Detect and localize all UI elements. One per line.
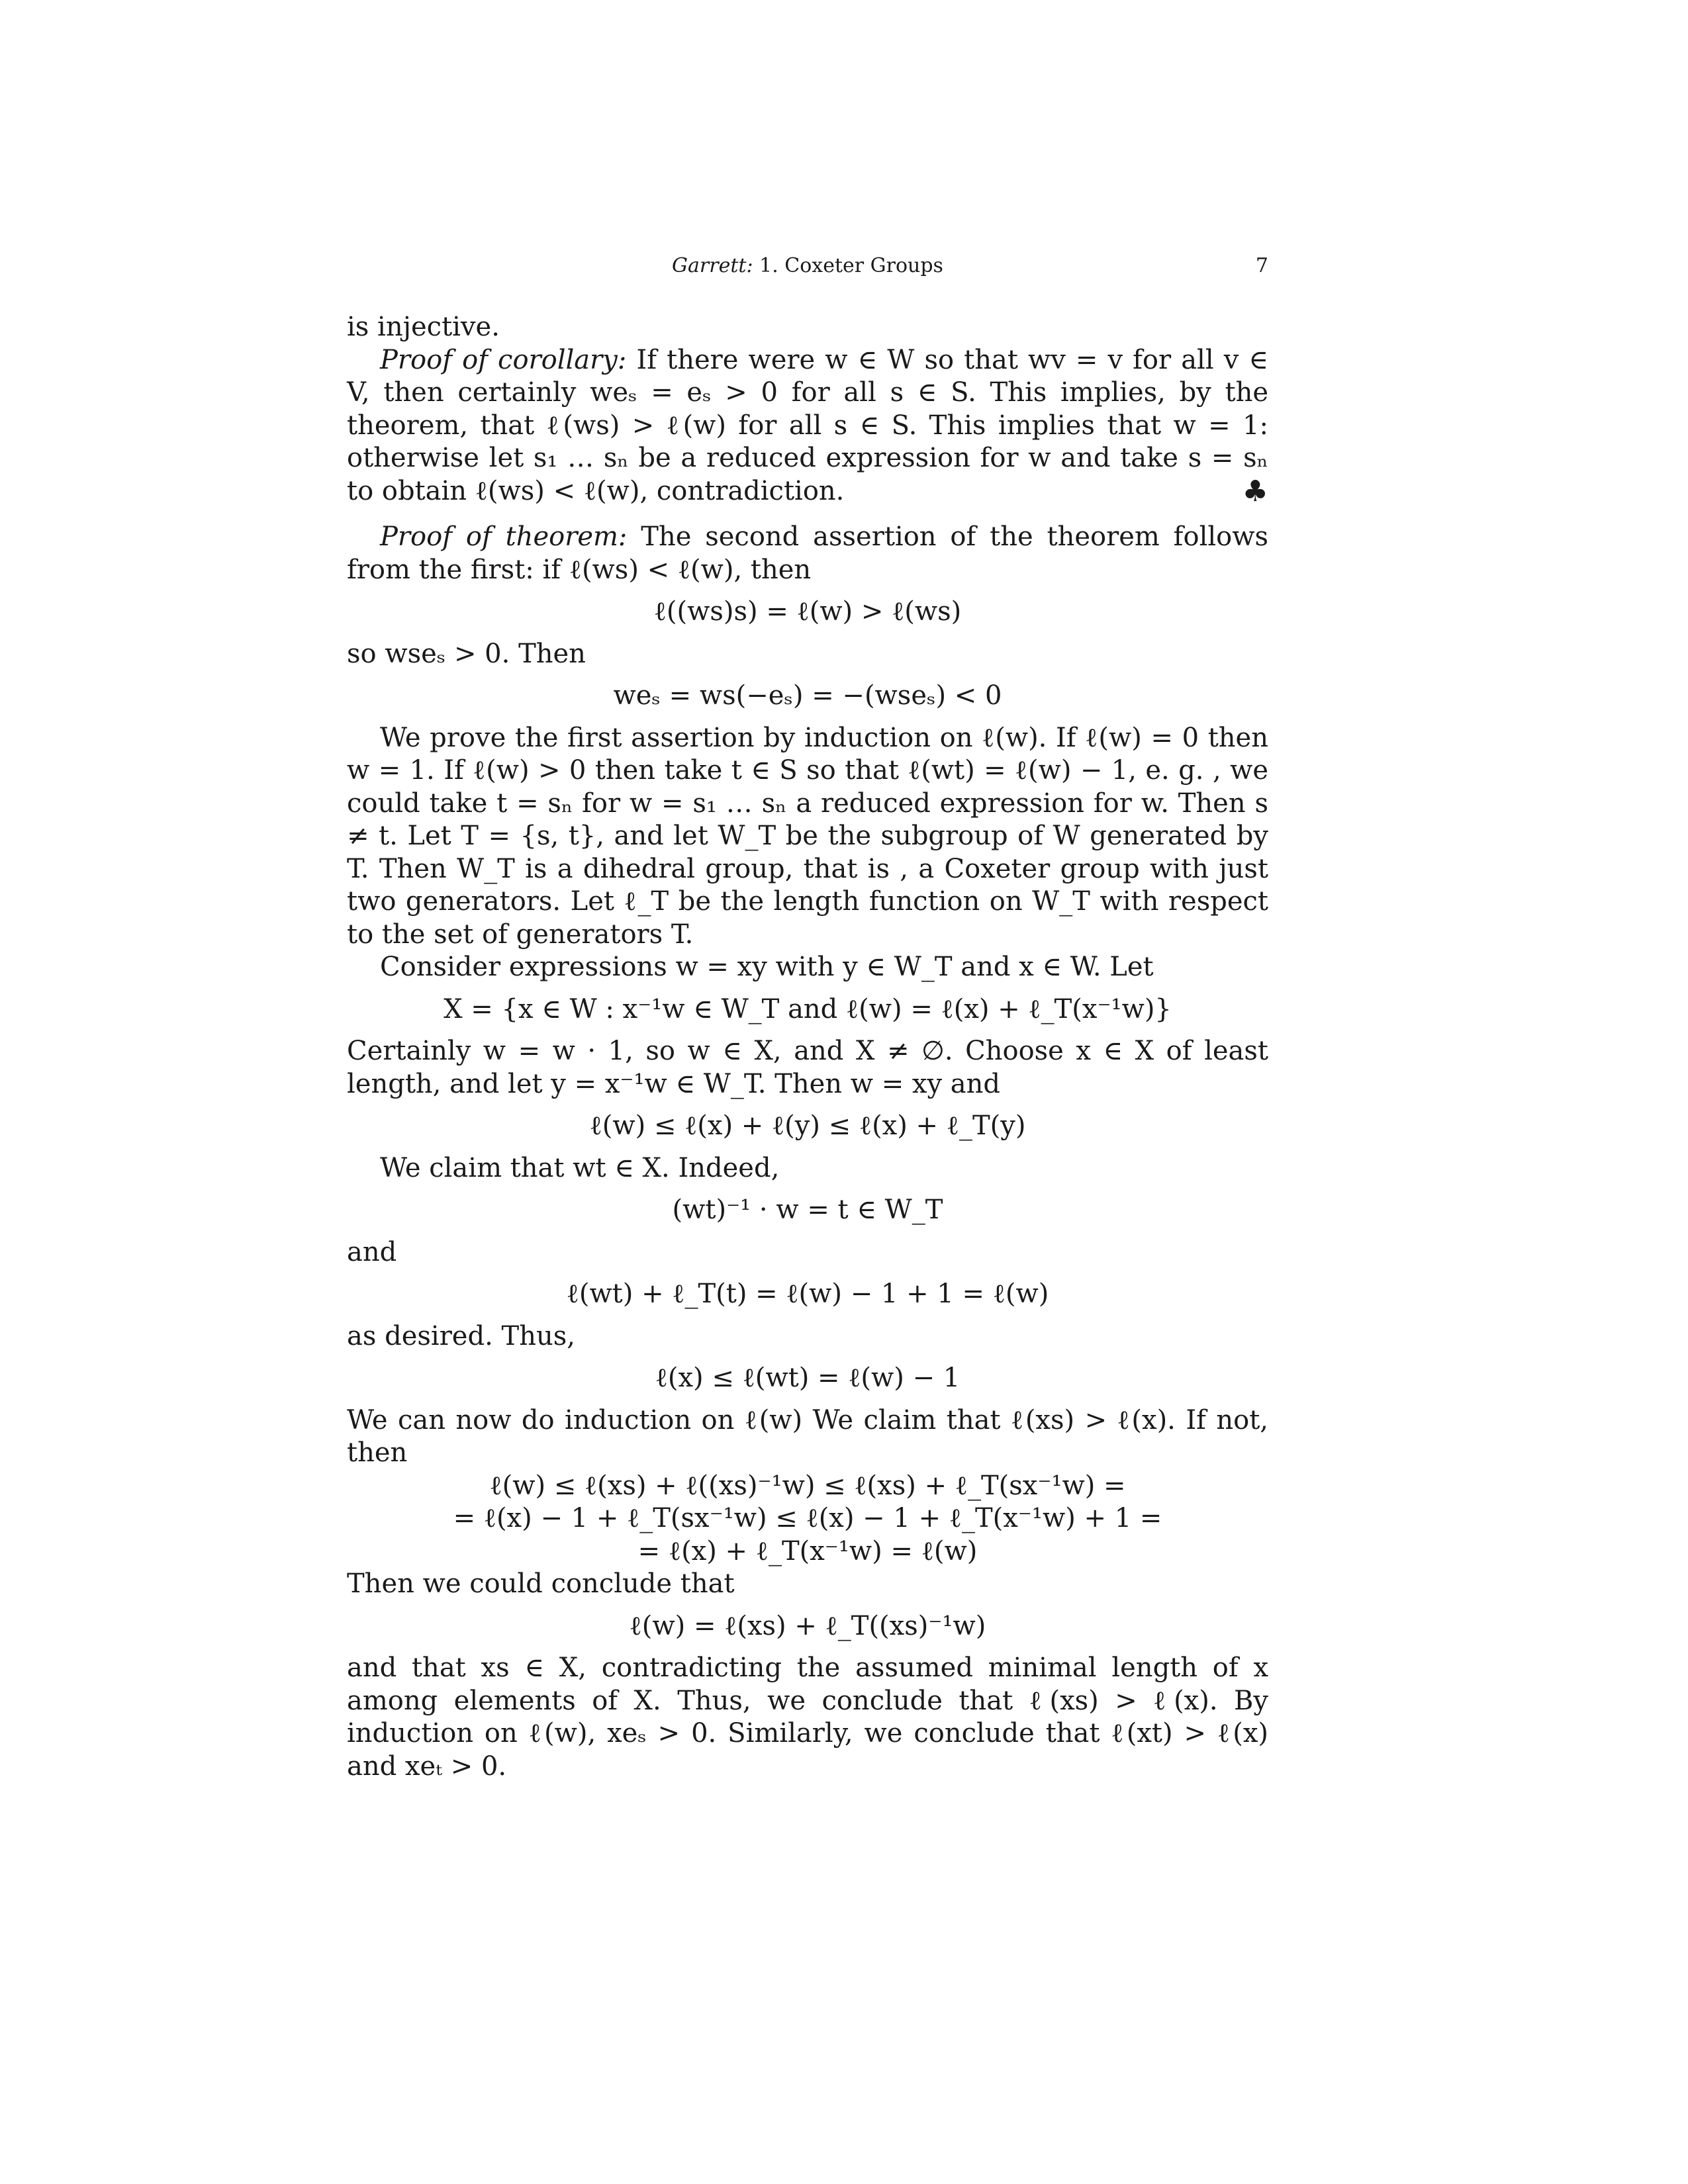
- page-number: 7: [1255, 254, 1268, 277]
- equation: ℓ(w) ≤ ℓ(x) + ℓ(y) ≤ ℓ(x) + ℓ_T(y): [589, 1111, 1026, 1141]
- header-title: 1. Coxeter Groups: [759, 254, 943, 277]
- paragraph: Consider expressions w = xy with y ∈ W_T and x ∈ W. Let: [380, 952, 1154, 982]
- paragraph: and that xs ∈ X, contradicting the assumed minimal length of x among elements of X. Thus, we conclude that ℓ(xs) > ℓ(x). By induction on ℓ(w), xeₛ > 0. Similarly, we conclude that ℓ(xt) > ℓ(x) and xeₜ > 0.: [347, 1653, 1268, 1782]
- equation: ℓ(x) ≤ ℓ(wt) = ℓ(w) − 1: [655, 1363, 961, 1393]
- paragraph: is injective.: [347, 312, 500, 342]
- paragraph-lead: Proof of theorem:: [380, 522, 628, 552]
- paragraph: We can now do induction on ℓ(w) We claim that ℓ(xs) > ℓ(x). If not, then: [347, 1404, 1269, 1468]
- equation-line: ℓ(w) ≤ ℓ(xs) + ℓ((xs)⁻¹w) ≤ ℓ(xs) + ℓ_T(sx⁻¹w) =: [489, 1470, 1126, 1501]
- page-header: [347, 249, 1268, 286]
- paragraph-lead: Proof of corollary:: [380, 344, 627, 375]
- document-body: [347, 311, 1268, 1783]
- paragraph-text: If there were w ∈ W so that wv = v for all v ∈ V, then certainly weₛ = eₛ > 0 for all s ∈ S. This implies, by the theorem, that ℓ(ws) > ℓ(w) for all s ∈ S. This implies that w = 1: otherwise let s₁ … sₙ be a reduced expression for w and take s = sₙ to obtain ℓ(ws) < ℓ(w), contradiction.: [347, 344, 1268, 506]
- equation: X = {x ∈ W : x⁻¹w ∈ W_T and ℓ(w) = ℓ(x) + ℓ_T(x⁻¹w)}: [444, 993, 1172, 1024]
- running-head: [347, 254, 1268, 277]
- proof-of-corollary: [347, 344, 1268, 508]
- equation: weₛ = ws(−eₛ) = −(wseₛ) < 0: [613, 680, 1002, 711]
- equation-line: = ℓ(x) − 1 + ℓ_T(sx⁻¹w) ≤ ℓ(x) − 1 + ℓ_T(x⁻¹w) + 1 =: [453, 1503, 1162, 1533]
- proof-of-theorem: [347, 521, 1268, 586]
- paragraph: Then we could conclude that: [347, 1569, 735, 1599]
- paragraph: Certainly w = w · 1, so w ∈ X, and X ≠ ∅. Choose x ∈ X of least length, and let y = x⁻¹w ∈ W_T. Then w = xy and: [347, 1036, 1268, 1099]
- paragraph: as desired. Thus,: [347, 1320, 575, 1351]
- equation: ℓ(w) = ℓ(xs) + ℓ_T((xs)⁻¹w): [629, 1610, 986, 1641]
- equation: ℓ((ws)s) = ℓ(w) > ℓ(ws): [653, 596, 962, 627]
- header-author: Garrett:: [672, 254, 753, 277]
- paragraph: We prove the first assertion by induction on ℓ(w). If ℓ(w) = 0 then w = 1. If ℓ(w) > 0 then take t ∈ S so that ℓ(wt) = ℓ(w) − 1, e. g. , we could take t = sₙ for w = s₁ … sₙ a reduced expression for w. Then s ≠ t. Let T = {s, t}, and let W_T be the subgroup of W generated by T. Then W_T is a dihedral group, that is , a Coxeter group with just two generators. Let ℓ_T be the length function on W_T with respect to the set of generators T.: [347, 722, 1268, 950]
- equation-line: = ℓ(x) + ℓ_T(x⁻¹w) = ℓ(w): [637, 1535, 978, 1567]
- paragraph: and: [347, 1236, 397, 1267]
- equation: ℓ(wt) + ℓ_T(t) = ℓ(w) − 1 + 1 = ℓ(w): [566, 1279, 1049, 1309]
- club-suit-icon: ♣: [1242, 474, 1268, 508]
- paragraph: so wseₛ > 0. Then: [347, 638, 586, 669]
- paragraph: We claim that wt ∈ X. Indeed,: [380, 1152, 780, 1183]
- equation: (wt)⁻¹ · w = t ∈ W_T: [672, 1195, 943, 1225]
- paragraph-text: The second assertion of the theorem follows from the first: if ℓ(ws) < ℓ(w), then: [347, 522, 1269, 585]
